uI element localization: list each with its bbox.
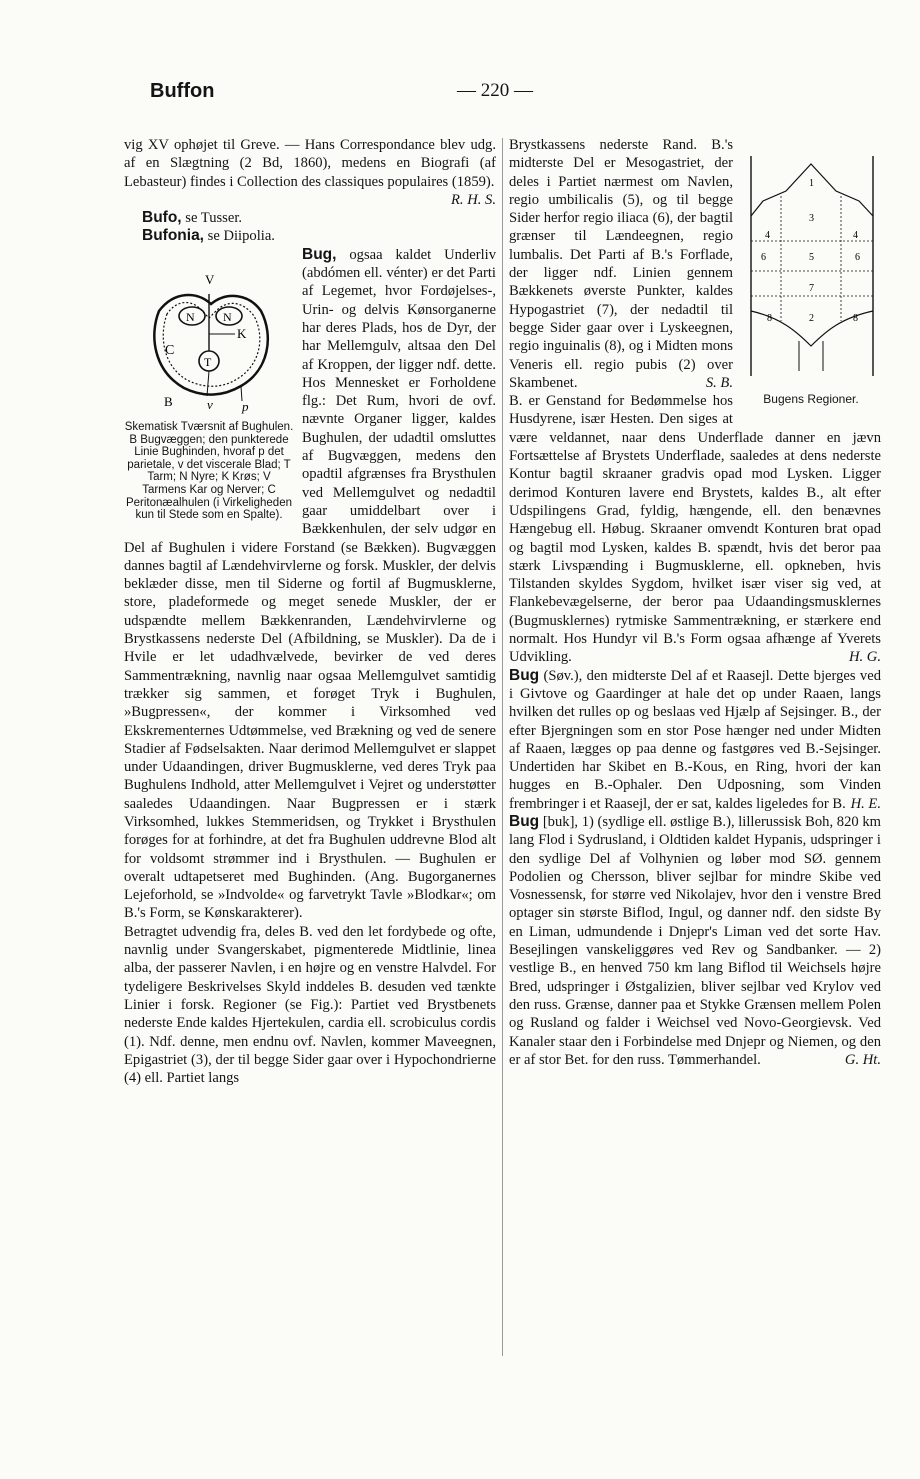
region-number: 8 [853, 313, 858, 324]
label-K: K [237, 325, 247, 341]
right-column [509, 136, 881, 1069]
paragraph-text: vig XV ophøjet til Greve. — Hans Correspondance blev udg. af en Slægtning (2 Bd, 1860), medens en Biografi (af Lebasteur) findes i Collection des classiques populaires (1859). [124, 137, 496, 190]
paragraph-husdyr [509, 392, 881, 666]
entry-text: se Tusser. [185, 210, 243, 227]
entry-text: (Søv.), den midterste Del af et Raasejl. Dette bjerges ved i Givtove og Gaardinger at hale det op under Raaen, langs hvilken det rulles op og beslaas ved Hjælp af Sejsinger. B., der efter Bjergningen som en stor Pose hænger ned under Midten af Raaen, lægges op paa denne og fastgøres ved B.-Sejsinger. Undertiden har Skibet en B.-Kous, en Ring, hvori der kan hugges en B.-Ophaler. Den Udposning, som Vinden frembringer i et Raasejl, der er sat, kaldes ligeledes for B. [509, 667, 881, 812]
paragraph-text: Brystkassens nederste Rand. B.'s midterste Del er Mesogastriet, der deles i Partiet nærmest om Navlen, regio umbilicalis (5), og til begge Sider herfor regio iliaca (6), der bagtil grænser til Lændeegnen, regio lumbalis. Det Parti af B.'s Forflade, der ligger ndf. Linien gennem Bækkenets øverste Punkter, kaldes Hypogastriet (7), der nedadtil til begge Sider gaar over i Lyskeegnen, regio inguinalis (8), og i Midten mons Veneris ell. regio pubis (2) over Skambenet. [509, 137, 733, 391]
page-number: — 220 — [457, 80, 533, 101]
region-number: 6 [855, 252, 860, 263]
label-N-right: N [223, 309, 232, 324]
entry-bufo [142, 209, 496, 227]
label-V: V [205, 271, 215, 287]
region-number: 5 [809, 252, 814, 263]
left-column [124, 136, 496, 1087]
label-p: p [242, 398, 249, 414]
region-number: 7 [809, 283, 814, 294]
region-number: 1 [809, 178, 814, 189]
region-number: 2 [809, 313, 814, 324]
entry-bug-anatomy [124, 246, 496, 923]
entry-bug-river [509, 813, 881, 1069]
signature: H. G. [848, 649, 881, 666]
figure-regions [741, 146, 881, 409]
entry-bufonia [142, 227, 496, 245]
figure-cross-section [124, 266, 294, 522]
column-divider [502, 138, 503, 1356]
region-number: 4 [765, 230, 770, 241]
figure-caption: Skematisk Tværsnit af Bughulen. B Bugvæggen; den punkterede Linie Bughinden, hvoraf p det parietale, v det viscerale Blad; T Tarm; N Nyre; K Krøs; V Tarmens Kar og Nerver; C Peritonæalhulen (i Virkeligheden kun til Stede som en Spalte). [124, 421, 294, 522]
headword-bug: Bug [509, 812, 540, 830]
label-v: v [207, 396, 213, 412]
figure-caption: Bugens Regioner. [763, 392, 859, 407]
label-N-left: N [186, 309, 195, 324]
entry-buffon-end [124, 136, 496, 191]
headword-bufonia: Bufonia, [142, 227, 204, 245]
regions-diagram [741, 146, 881, 381]
region-number: 8 [767, 313, 772, 324]
headword-bufo: Bufo, [142, 209, 182, 227]
region-number: 4 [853, 230, 858, 241]
running-headword: Buffon [150, 80, 215, 102]
page-header [0, 80, 920, 108]
region-number: 3 [809, 213, 814, 224]
label-B: B [164, 393, 173, 409]
paragraph-text: B. er Genstand for Bedømmelse hos Husdyrene, især Hesten. Den siges at være veldannet, naar dens Underflade danner en jævn Fortsættelse af Brystets Underflade, saaledes at dens nederste Kontur bagtil skraaner gradvis opad mod Lysken. Ligger derimod Konturen lavere end Brystets, kaldes B., alt efter Udspilingens Grad, fyldig, hængende, ell. den benævnes Hængebug ell. Høbug. Skraaner omvendt Konturen brat opad og bagtil mod Lysken, kaldes B. spændt, hvis det beror paa stærk Livspænding i Bugmusklerne, ell. opkneben, hvis Tilstanden skyldes Sygdom, hvilket især viser sig ved, at Flankebevægelserne, der beror paa Udaandingsmusklernes (Bugmusklernes) rytmiske Sammentrækning, er stærkere end normalt. Hos Hundyr vil B.'s Form ogsaa afhænge af Yverets Udvikling. [509, 393, 881, 666]
headword-bug: Bug, [302, 245, 337, 263]
paragraph-regions [509, 136, 881, 407]
label-C: C [165, 342, 175, 358]
entry-text: [buk], 1) (sydlige ell. østlige B.), lillerussisk Boh, 820 km lang Flod i Sydrusland, i Oldtiden kaldet Hypanis, udspringer i den sydlige Del af Volhynien og løber mod SØ. gennem Podolien og Chersson, bliver sejlbar for mindre Skibe ved Vosnessensk, for større ved Nikolajev, hvor den i venstre Bred optager sin største Biflod, Ingul, og danner ndf. den sidste By en Liman, udmundende i Dnjepr's Liman ved det sorte Hav. Besejlingen vanskeliggøres ved Rev og Sandbanker. — 2) vestlige B., en henved 750 km lang Biflod til Weichsels højre Bred, udspringer i Østgalizien, bliver sejlbar ved Krylov ved den russ. Grænse, danner paa et Stykke Grænsen mellem Polen og Rusland og falder i Weichsel ved Novo-Georgievsk. Ved Kanaler staar den i Forbindelse med Dnjepr og Niemen, og den er af stor Bet. for den russ. Tømmerhandel. [509, 813, 881, 1068]
cross-section-diagram [129, 266, 289, 416]
entry-text: se Diipolia. [207, 228, 275, 245]
entry-bug-sail [509, 667, 881, 813]
headword-bug: Bug [509, 666, 540, 684]
paragraph-betragtet: Betragtet udvendig fra, deles B. ved den let fordybede og ofte, navnlig under Svangerskabet, pigmenterede Midtlinie, linea alba, der passerer Navlen, i en højre og en venstre Halvdel. For tydeligere Beskrivelses Skyld inddeles B. desuden ved tænkte Linier i forsk. Regioner (se Fig.): Partiet ved Brystbenets nederste Ende kaldes Hjertekulen, cardia ell. scrobiculus cordis (1). Ndf. denne, men endnu ovf. Navlen, kommer Maveegnen, Epigastriet (3), der til begge Sider gaar over i Hypochondrierne (4) ell. Partiet langs [124, 923, 496, 1087]
signature: S. B. [705, 374, 733, 391]
region-number: 6 [761, 252, 766, 263]
signature: G. Ht. [844, 1051, 881, 1068]
entry-text: ogsaa kaldet Underliv (abdómen ell. vénter) er det Parti af Legemet, hvor Fordøjelses-, Urin- og delvis Kønsorganerne har deres Plads, hos de Dyr, der har Mellemgulv, altsaa den Del af Kroppen, der ligger ndf. dette. Hos Mennesket er Forholdene flg.: Det Rum, hvori de ovf. nævnte Organer ligger, kaldes Bughulen, der udadtil omsluttes af Bugvæggen, medens den opadtil afgrænses fra Brysthulen ved Mellemgulvet og nedadtil gaar umiddelbart over i Bækkenhulen, der selv udgør en Del af Bughulen i videre Forstand (se Bækken). Bugvæggen dannes bagtil af Lændehvirvlerne og forsk. Muskler, der delvis beklæder disse, men til Siderne og fortil af Bugmusklerne, store, pladeformede og meget senede Muskler, der er udspændte mellem Bækkenranden, Lændehvirvlerne og Brystkassens nederste Del (Afbildning, se Muskler). Da de i Hvile er let udadhvælvede, bevirker de ved deres Sammentrækning, navnlig naar ogsaa Mellemgulvet samtidig trækker sig sammen, et forøget Tryk i Bughulen, »Bugpressen«, der kommer i Virksomhed ved Ekskrementernes Udtømmelse, ved Brækning og ved de senere Stadier af Fødselsakten. Naar derimod Mellemgulvet er slappet under Udaandingen, driver Bugmusklerne, ved deres Tryk paa Bughulens Indhold, atter Mellemgulvet i Vejret og understøtter saaledes Udaandingen. Naar Bugpressen er i stærk Virksomhed, lukkes Stemmeridsen, og Trykket i Brysthulen forøges for at forhindre, at det fra Bughulen uddrevne Blod alt for voldsomt strømmer ind i Brysthulen. — Bughulen er overalt udtapetseret med Bughinden. (Ang. Bugorganernes Lejeforhold, se »Indvolde« og farvetrykt Tavle »Blodkar«; om B.'s Form, se Kønskarakterer). [124, 246, 496, 922]
signature: H. E. [850, 795, 881, 812]
signature: R. H. S. [451, 191, 496, 208]
label-T: T [204, 354, 212, 369]
